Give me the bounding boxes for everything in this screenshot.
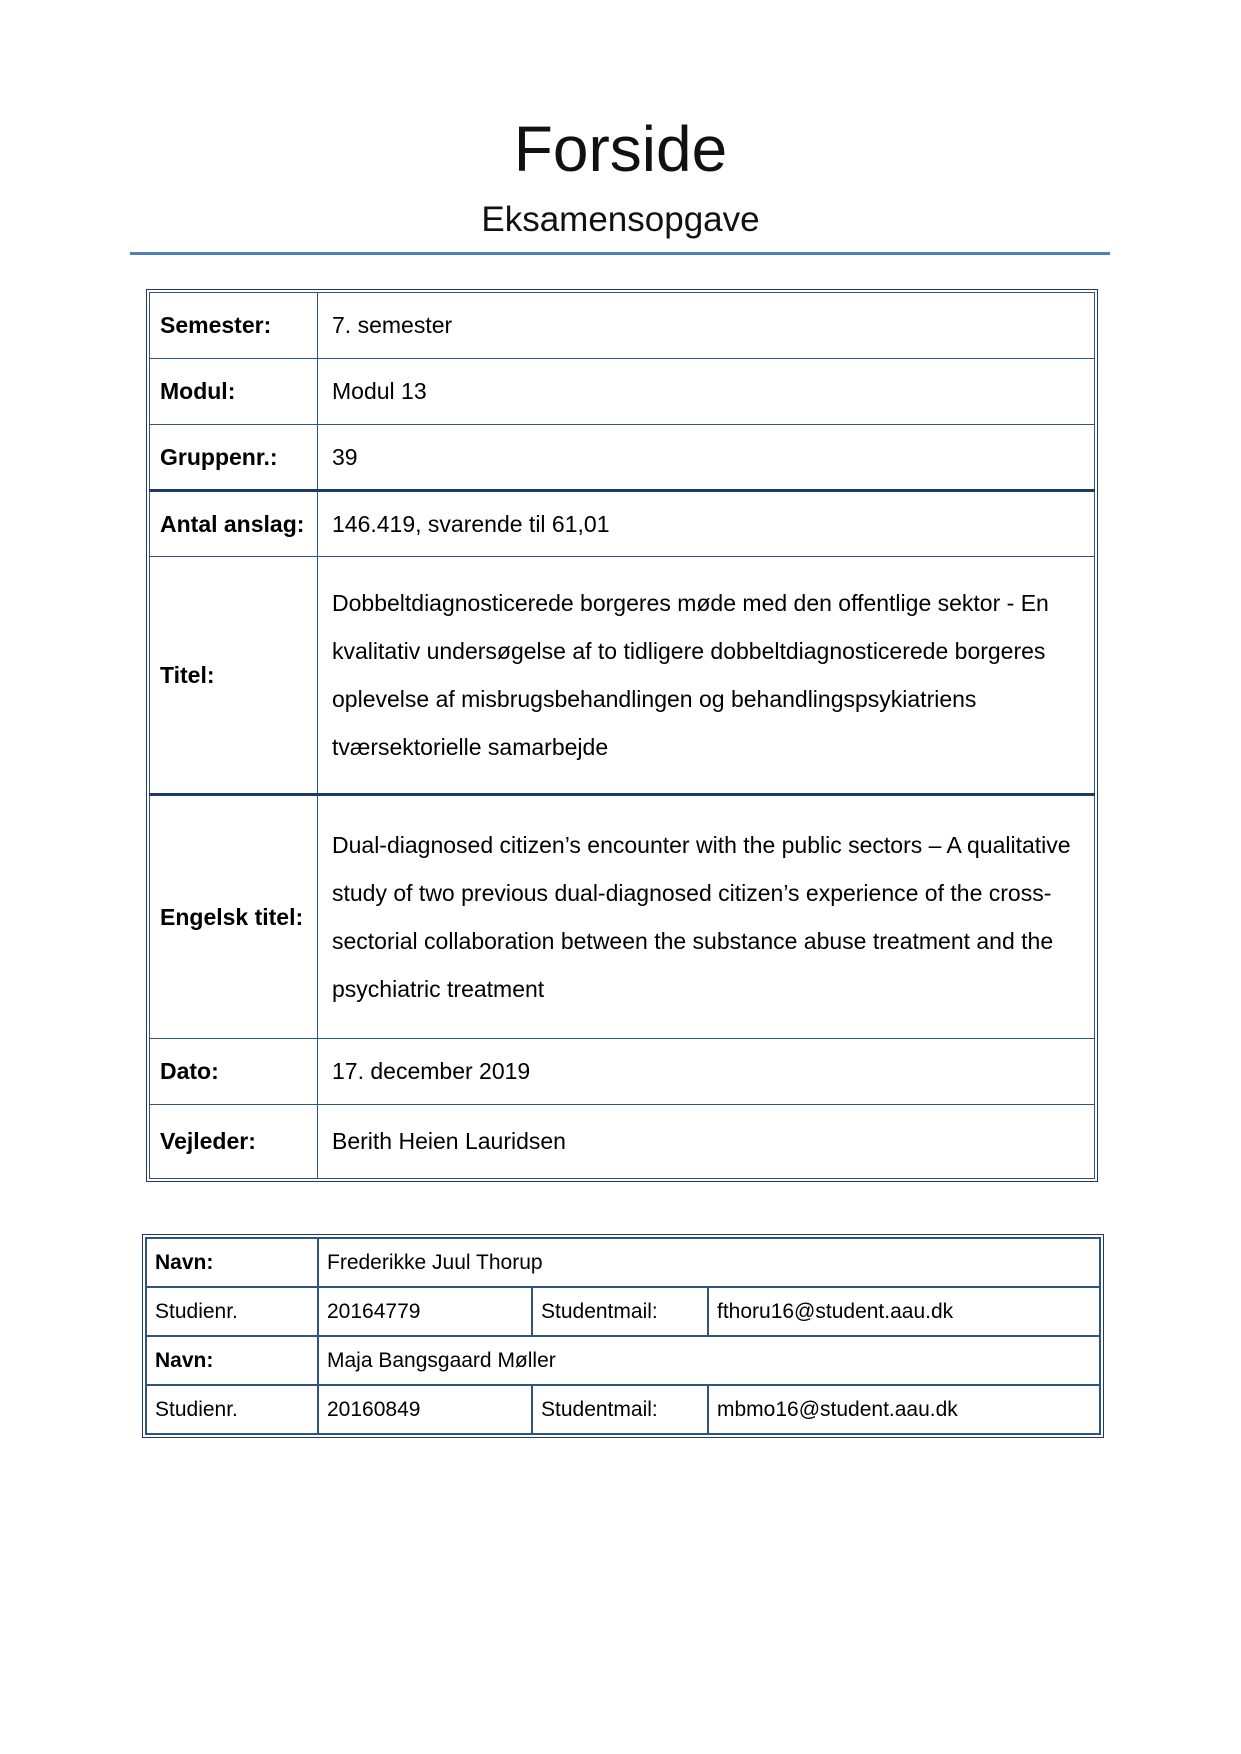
student-id-row xyxy=(146,1385,1100,1434)
info-row-antal-anslag xyxy=(150,491,1095,557)
row-value: Berith Heien Lauridsen xyxy=(318,1105,1095,1179)
row-value: Modul 13 xyxy=(318,359,1095,425)
page-subtitle: Eksamensopgave xyxy=(481,200,760,239)
row-label: Engelsk titel: xyxy=(150,795,318,1039)
students-table xyxy=(142,1234,1104,1438)
info-row-vejleder xyxy=(150,1105,1095,1179)
mail-label: Studentmail: xyxy=(532,1385,708,1434)
students-table-grid xyxy=(145,1237,1101,1435)
id-label: Studienr. xyxy=(146,1385,318,1434)
row-label: Vejleder: xyxy=(150,1105,318,1179)
row-label: Semester: xyxy=(150,293,318,359)
info-row-engelsk-titel xyxy=(150,795,1095,1039)
student-name: Frederikke Juul Thorup xyxy=(318,1238,1100,1287)
student-id: 20160849 xyxy=(318,1385,532,1434)
row-label: Modul: xyxy=(150,359,318,425)
title-rule xyxy=(130,252,1110,255)
row-label: Titel: xyxy=(150,557,318,795)
info-table-grid xyxy=(149,292,1095,1179)
student-mail: mbmo16@student.aau.dk xyxy=(708,1385,1100,1434)
row-value: 7. semester xyxy=(318,293,1095,359)
mail-label: Studentmail: xyxy=(532,1287,708,1336)
row-label: Antal anslag: xyxy=(150,491,318,557)
student-mail: fthoru16@student.aau.dk xyxy=(708,1287,1100,1336)
name-label: Navn: xyxy=(146,1238,318,1287)
info-table xyxy=(146,289,1098,1182)
page-title: Forside xyxy=(513,113,728,185)
row-value: Dobbeltdiagnosticerede borgeres møde med den offentlige sektor - En kvalitativ undersøgelse af to tidligere dobbeltdiagnosticerede borgeres oplevelse af misbrugsbehandlingen og behandlingspsykiatriens tværsektorielle samarbejde xyxy=(318,557,1095,795)
row-label: Dato: xyxy=(150,1039,318,1105)
row-value: 146.419, svarende til 61,01 xyxy=(318,491,1095,557)
info-row-gruppenr xyxy=(150,425,1095,491)
row-value: Dual-diagnosed citizen’s encounter with the public sectors – A qualitative study of two previous dual-diagnosed citizen’s experience of the cross-sectorial collaboration between the substance abuse treatment and the psychiatric treatment xyxy=(318,795,1095,1039)
id-label: Studienr. xyxy=(146,1287,318,1336)
info-row-modul xyxy=(150,359,1095,425)
student-name-row xyxy=(146,1336,1100,1385)
row-value: 39 xyxy=(318,425,1095,491)
name-label: Navn: xyxy=(146,1336,318,1385)
student-id: 20164779 xyxy=(318,1287,532,1336)
info-row-semester xyxy=(150,293,1095,359)
student-name: Maja Bangsgaard Møller xyxy=(318,1336,1100,1385)
student-id-row xyxy=(146,1287,1100,1336)
title-block xyxy=(0,0,1241,240)
student-name-row xyxy=(146,1238,1100,1287)
row-label: Gruppenr.: xyxy=(150,425,318,491)
row-value: 17. december 2019 xyxy=(318,1039,1095,1105)
info-row-titel xyxy=(150,557,1095,795)
info-row-dato xyxy=(150,1039,1095,1105)
